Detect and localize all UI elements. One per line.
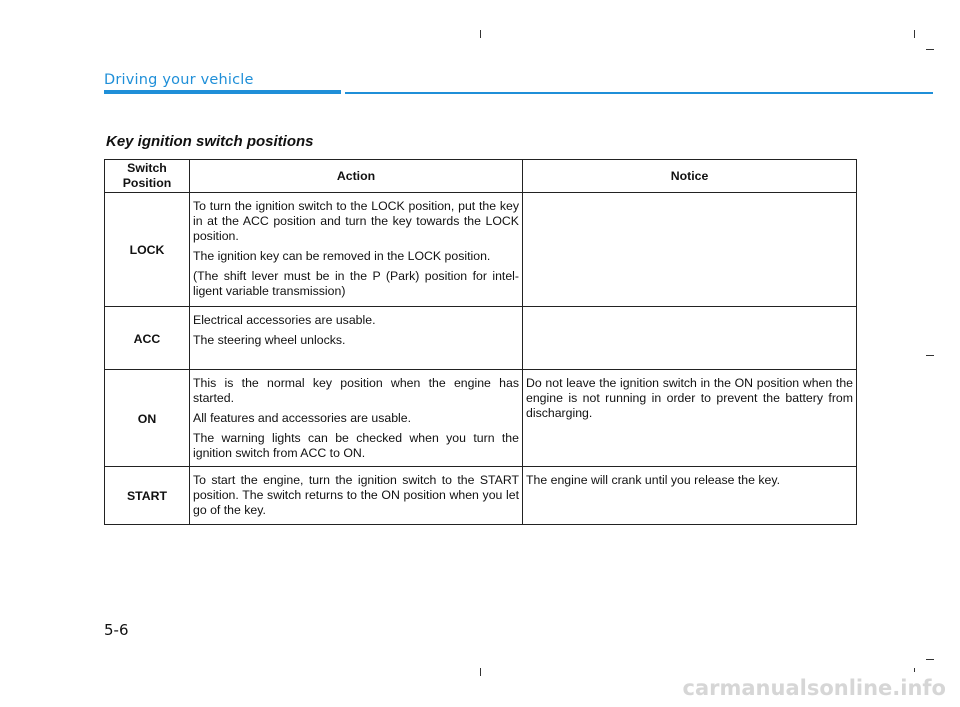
notice-text: Do not leave the ignition switch in the ON position when the engine is not running in order to prevent the battery from discharging. [526,376,853,420]
action-cell [190,370,523,467]
notice-cell [523,307,857,370]
position-cell: ON [105,370,190,467]
notice-cell [523,467,857,525]
column-header-notice: Notice [523,160,857,193]
action-text: All features and accessories are usable. [193,411,412,425]
table-row [105,467,857,525]
action-text: This is the normal key position when the engine has started. [193,376,519,405]
watermark: carmanualsonline.info [682,676,946,700]
action-text: The warning lights can be checked when you turn the ignition switch from ACC to ON. [193,431,519,460]
crop-mark [926,355,934,356]
crop-mark [480,30,481,38]
column-header-position: Switch Position [105,160,190,193]
page-title: Key ignition switch positions [106,133,314,150]
page-number: 5-6 [104,621,129,639]
position-cell: ACC [105,307,190,370]
table-header-row [105,160,857,193]
table-row [105,193,857,307]
crop-mark [914,30,915,38]
header-rule-thin [345,92,933,94]
crop-mark [926,659,934,660]
notice-text: The engine will crank until you release the key. [526,473,781,487]
notice-cell [523,193,857,307]
action-text: Electrical accessories are usable. [193,313,376,327]
chapter-header: Driving your vehicle [104,72,254,88]
table-row [105,370,857,467]
table-row [105,307,857,370]
position-cell: START [105,467,190,525]
header-rule-thick [104,90,341,94]
action-cell [190,467,523,525]
position-cell: LOCK [105,193,190,307]
action-text: To start the engine, turn the ignition switch to the START position. The switch returns to the ON position when you let go of the key. [193,473,519,517]
column-header-action: Action [190,160,523,193]
crop-mark [480,668,481,676]
crop-mark [914,668,915,672]
action-text: (The shift lever must be in the P (Park) position for intel-ligent variable transmission) [193,269,519,298]
action-cell [190,193,523,307]
action-text: The steering wheel unlocks. [193,333,346,347]
action-text: To turn the ignition switch to the LOCK position, put the key in at the ACC position and turn the key towards the LOCK position. [193,199,519,243]
crop-mark [926,49,934,50]
action-cell [190,307,523,370]
ignition-positions-table [104,159,857,525]
action-text: The ignition key can be removed in the LOCK position. [193,249,491,263]
notice-cell [523,370,857,467]
